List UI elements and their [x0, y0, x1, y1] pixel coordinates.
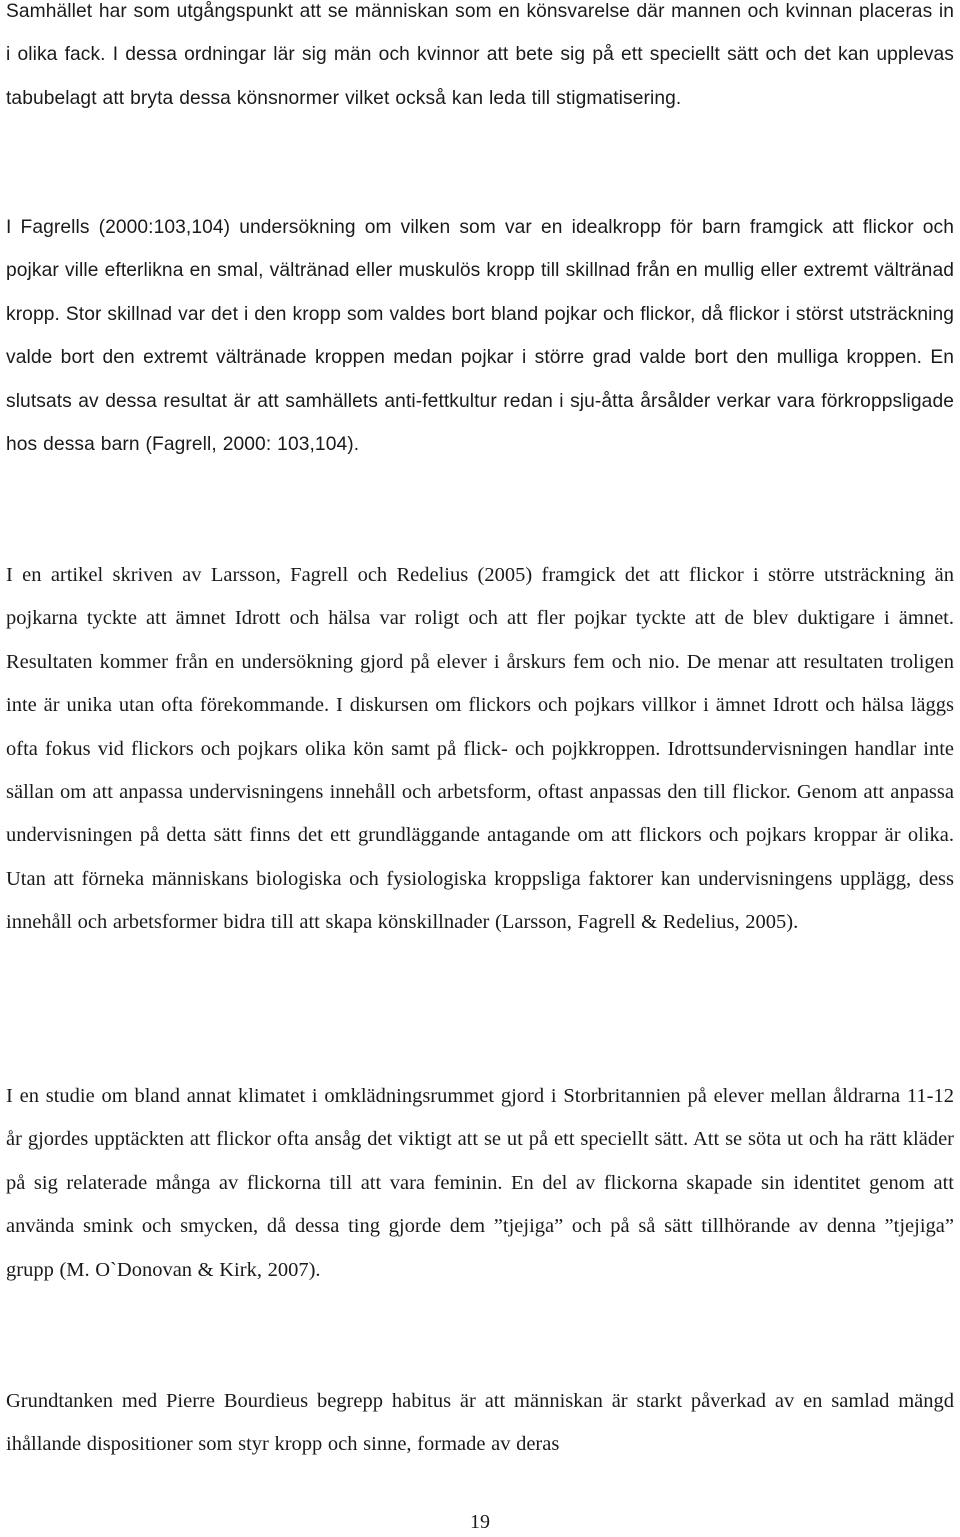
paragraph-gender-norms: Samhället har som utgångspunkt att se människan som en könsvarelse där mannen och kvinnan placeras in i olika fack. I dessa ordningar lär sig män och kvinnor att bete sig på ett speciellt sätt och det kan upplevas tabubelagt att bryta dessa könsnormer vilket också kan leda till stigmatisering. [6, 1, 954, 109]
paragraph-fagrell-ideal-body: I Fagrells (2000:103,104) undersökning om vilken som var en idealkropp för barn framgick att flickor och pojkar ville efterlikna en smal, vältränad eller muskulös kropp till skillnad från en mullig eller extremt vältränad kropp. Stor skillnad var det i den kropp som valdes bort bland pojkar och flickor, då flickor i störst utsträckning valde bort den extremt vältränade kroppen medan pojkar i större grad valde bort den mulliga kroppen. En slutsats av dessa resultat är att samhällets anti-fettkultur redan i sju-åtta årsålder verkar vara förkroppsligade hos dessa barn (Fagrell, 2000: 103,104). [6, 217, 954, 456]
paragraph-changing-room-study: I en studie om bland annat klimatet i omklädningsrummet gjord i Storbritannien på elever mellan åldrarna 11-12 år gjordes upptäckten att flickor ofta ansåg det viktigt att se ut på ett speciellt sätt. Att se söta ut och ha rätt kläder på sig relaterade många av flickorna till att vara feminin. En del av flickorna skapade sin identitet genom att använda smink och smycken, då dessa ting gjorde dem ”tjejiga” och på så sätt tillhörande av denna ”tjejiga” grupp (M. O`Donovan & Kirk, 2007). [6, 1085, 954, 1281]
page-number: 19 [470, 1511, 490, 1533]
paragraph-larsson-article: I en artikel skriven av Larsson, Fagrell och Redelius (2005) framgick det att flickor i större utsträckning än pojkarna tyckte att ämnet Idrott och hälsa var roligt och att fler pojkar tyckte att de blev duktigare i ämnet. Resultaten kommer från en undersökning gjord på elever i årskurs fem och nio. De menar att resultaten troligen inte är unika utan ofta förekommande. I diskursen om flickors och pojkars villkor i ämnet Idrott och hälsa läggs ofta fokus vid flickors och pojkars olika kön samt på flick- och pojkkroppen. Idrottsundervisningen handlar inte sällan om att anpassa undervisningens innehåll och arbetsform, oftast anpassas den till flickor. Genom att anpassa undervisningen på detta sätt finns det ett grundläggande antagande om att flickors och pojkars kroppar är olika. Utan att förneka människans biologiska och fysiologiska kroppsliga faktorer kan undervisningens upplägg, dess innehåll och arbetsformer bidra till att skapa könskillnader (Larsson, Fagrell & Redelius, 2005). [6, 564, 954, 934]
paragraph-bourdieu-habitus: Grundtanken med Pierre Bourdieus begrepp habitus är att människan är starkt påverkad av en samlad mängd ihållande dispositioner som styr kropp och sinne, formade av deras [6, 1390, 954, 1456]
